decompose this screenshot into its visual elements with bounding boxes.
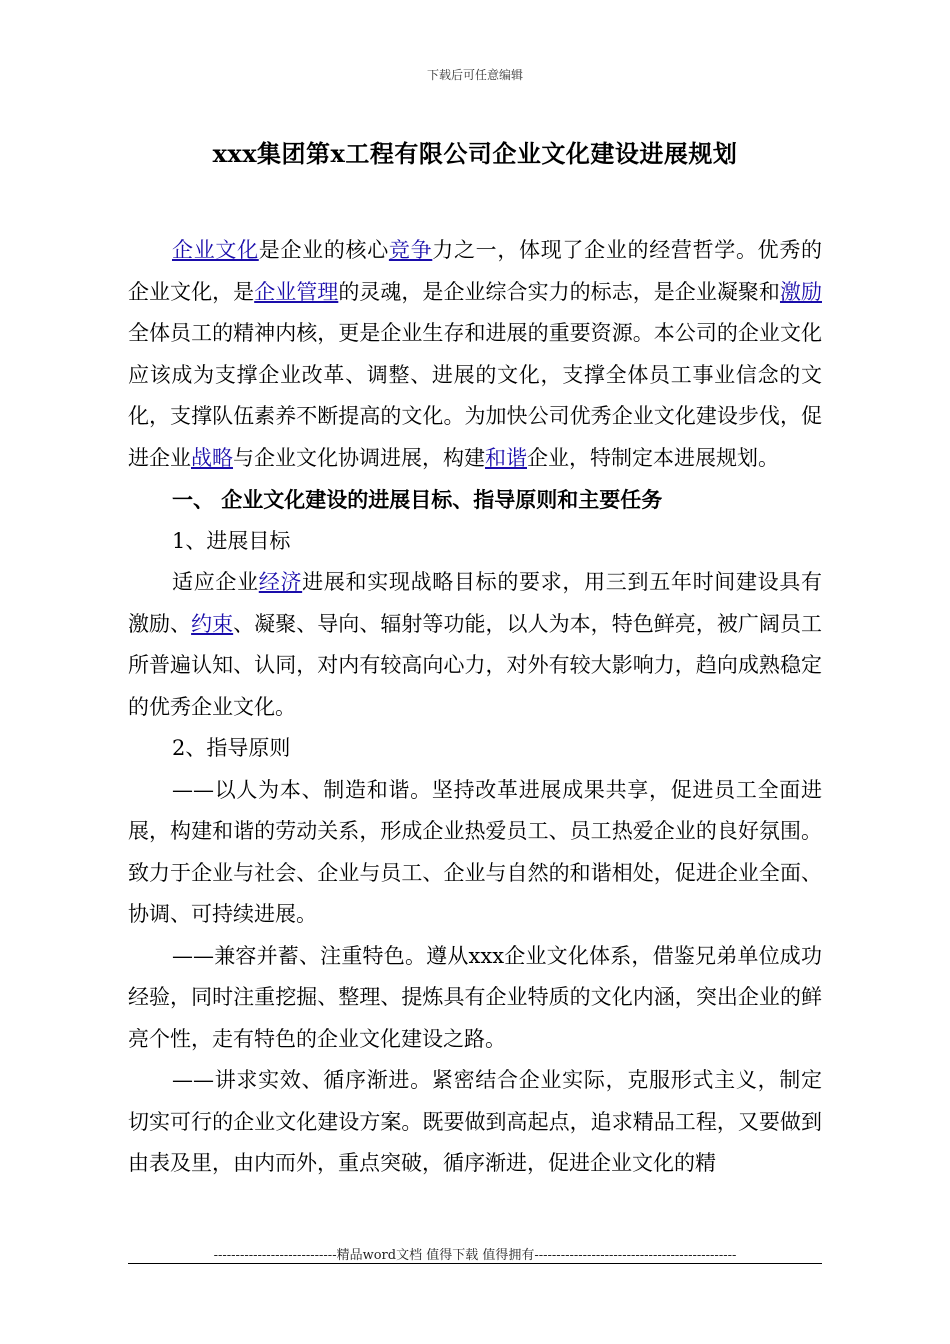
text-segment: 企业，特制定本进展规划。 [527, 445, 779, 470]
link-competition[interactable]: 竞争 [388, 238, 433, 262]
text-segment: 进展和实现战略目标的要求，用三到五年时间建设具有激励、 [128, 570, 823, 636]
text-segment: 是企业的核心 [258, 238, 389, 262]
link-incentive[interactable]: 激励 [779, 279, 822, 304]
text-segment: 力之一，体现了企业的经营哲学。优秀的企业文化，是 [128, 238, 823, 304]
link-corporate-culture[interactable]: 企业文化 [172, 238, 259, 262]
link-economy[interactable]: 经济 [258, 570, 303, 594]
text-segment: 全体员工的精神内核，更是企业生存和进展的重要资源。本公司的企业文化应该成为支撑企业改革、调整、进展的文化，支撑全体员工事业信念的文化，支撑队伍素养不断提高的文化。为加快公司优秀企业文化建设步伐，促进企业 [128, 321, 822, 470]
paragraph-principle-inclusive: ——兼容并蓄、注重特色。遵从xxx企业文化体系，借鉴兄弟单位成功经验，同时注重挖掘、整理、提炼具有企业特质的文化内涵，突出企业的鲜亮个性，走有特色的企业文化建设之路。 [128, 943, 822, 1051]
paragraph-goals [128, 562, 822, 728]
paragraph-principle-practical: ——讲求实效、循序渐进。紧密结合企业实际，克服形式主义，制定切实可行的企业文化建设方案。既要做到高起点，追求精品工程，又要做到由表及里，由内而外，重点突破，循序渐进，促进企业文化的精 [128, 1068, 822, 1175]
document-title: xxx集团第x工程有限公司企业文化建设进展规划 [212, 139, 738, 168]
document-body [128, 230, 822, 1185]
footer-note: ----------------------------精品word文档 值得下载 值得拥有---------------------------------------------- [213, 1248, 737, 1263]
link-enterprise-management[interactable]: 企业管理 [254, 279, 339, 304]
subsection-heading-goals: 1、进展目标 [172, 528, 291, 553]
link-constraint[interactable]: 约束 [191, 611, 234, 636]
text-segment: 的灵魂，是企业综合实力的标志，是企业凝聚和 [338, 279, 780, 304]
header-note: 下载后可任意编辑 [426, 68, 523, 82]
text-segment: 与企业文化协调进展，构建 [233, 445, 485, 470]
subsection-heading-principles: 2、指导原则 [172, 736, 291, 760]
paragraph-intro [128, 230, 822, 479]
text-segment: 适应企业 [172, 570, 259, 594]
link-harmony[interactable]: 和谐 [485, 445, 527, 470]
section-heading-1: 一、 企业文化建设的进展目标、指导原则和主要任务 [172, 487, 663, 512]
link-strategy[interactable]: 战略 [191, 445, 233, 470]
text-segment: 、凝聚、导向、辐射等功能，以人为本，特色鲜亮，被广阔员工所普遍认知、认同，对内有较高向心力，对外有较大影响力，趋向成熟稳定的优秀企业文化。 [128, 611, 822, 719]
footer-divider [128, 1263, 822, 1264]
paragraph-principle-people: ——以人为本、制造和谐。坚持改革进展成果共享，促进员工全面进展，构建和谐的劳动关系，形成企业热爱员工、员工热爱企业的良好氛围。致力于企业与社会、企业与员工、企业与自然的和谐相处，促进企业全面、协调、可持续进展。 [128, 777, 822, 926]
